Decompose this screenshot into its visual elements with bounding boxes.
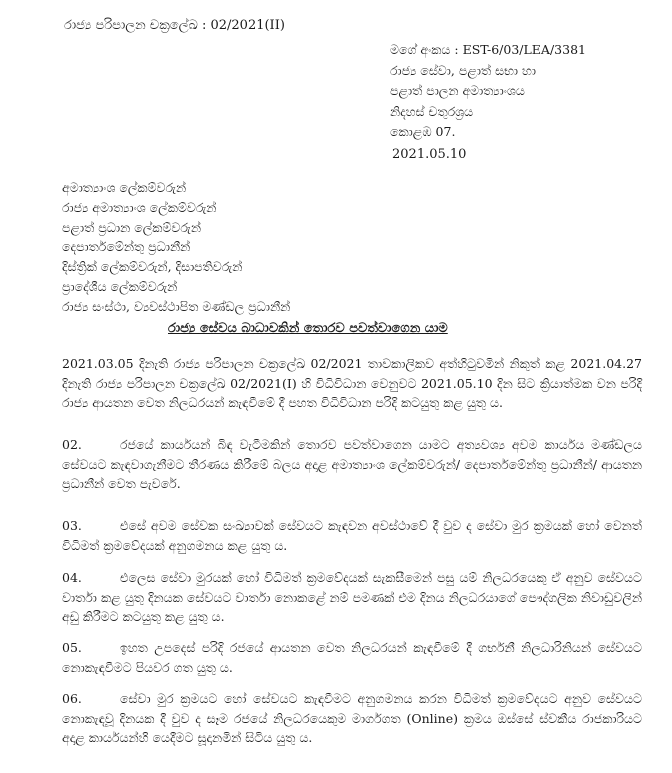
paragraph-number: 06. (62, 691, 82, 706)
addressee: රාජ්‍ය සංස්ථා, ව්‍යවස්ථාපිත මණ්ඩල ප්‍රධානීන් (62, 298, 291, 314)
document-date: 2021.05.10 (392, 147, 467, 162)
addressee: රාජ්‍ය අමාත්‍යාංශ ලේකම්වරුන් (62, 199, 217, 215)
paragraph-text: එසේ අවම සේවක සංඛ්‍යාවක් සේවයට කැඳවන අවස්ථාවේ දී වුව ද සේවා මුර ක්‍රමයක් හෝ වෙනත් විධිමත් ක්‍රමවේදයක් අනුගමනය කළ යුතු ය. (62, 518, 642, 553)
paragraph-02 (62, 435, 642, 494)
paragraph-text: එලෙස සේවා මුරයක් හෝ විධිමත් ක්‍රමවේදයක් සැකසීමෙන් පසු යම් නිලධරයෙකු ඒ අනුව සේවයට වාර්තා කළ යුතු දිනයක සේවයට වාර්තා නොකළේ නම් පමණක් එම දිනය නිලධරයාගේ පෞද්ගලික නිවාඩුවලින් අඩු කිරීමට කටයුතු කළ යුතු ය. (62, 570, 642, 624)
paragraph-05 (62, 638, 642, 677)
ministry-line-1: රාජ්‍ය සේවා, පළාත් සභා හා (390, 62, 536, 78)
addressee: දිස්ත්‍රික් ලේකම්වරුන්, දිසාපතිවරුන් (62, 259, 243, 275)
paragraph-number: 05. (62, 640, 82, 655)
ministry-line-2: පළාත් පාලන අමාත්‍යාංශය (390, 83, 525, 98)
reference-number: මගේ අංකය : EST-6/03/LEA/3381 (390, 42, 586, 57)
paragraph-text: රජයේ කාර්යයන් බිඳ වැටීමකින් තොරව පවත්වාගෙන යාමට අත්‍යවශ්‍ය අවම කාර්යය මණ්ඩලය සේවයට කැඳවාගැනීමට තීරණය කිරීමේ බලය අදාළ අමාත්‍යාංශ ලේකම්වරුන්/ දෙපාර්තමේන්තු ප්‍රධානීන්/ ආයතන ප්‍රධානීන් වෙත පැවරේ. (62, 437, 642, 491)
addressee: අමාත්‍යාංශ ලේකම්වරුන් (62, 180, 187, 195)
addressee: දෙපාර්තමේන්තු ප්‍රධානීන් (62, 239, 191, 255)
paragraph-06 (62, 689, 642, 748)
addressee: පළාත් ප්‍රධාන ලේකම්වරුන් (62, 219, 201, 235)
addressee: ප්‍රාදේශීය ලේකම්වරුන් (62, 278, 178, 294)
address-line-1: නිදහස් චතුරශ්‍රය (390, 103, 474, 119)
paragraph-04 (62, 568, 642, 627)
addressee-list (62, 178, 290, 317)
paragraph-number: 04. (62, 570, 82, 585)
paragraph-text: සේවා මුර ක්‍රමයට හෝ සේවයට කැඳවීමට අනුගමනය කරන විධිමත් ක්‍රමවේදයට අනුව සේවයට නොකැඳවූ දිනයක දී වුව ද සෑම රජයේ නිලධරයෙකුම මාර්ගගත (Online) ක්‍රමය ඔස්සේ ස්වකීය රාජකාරියට අදාළ කාර්යයන්හි යෙදීමට සූදානමින් සිටිය යුතු ය. (62, 691, 642, 745)
paragraph-number: 02. (62, 437, 82, 452)
paragraph-03 (62, 516, 642, 555)
paragraph-text: ඉහත උපදෙස් පරිදි රජයේ ආයතන වෙත නිලධරයන් කැඳවීමේ දී ගර්භනී නිලධාරිනියන් සේවයට නොකැඳවීමට පියවර ගත යුතු ය. (62, 640, 642, 675)
subject-heading: රාජ්‍ය සේවය බාධාවකින් තොරව පවත්වාගෙන යාම (168, 321, 448, 336)
paragraph-number: 03. (62, 518, 82, 533)
intro-paragraph: 2021.03.05 දිනැති රාජ්‍ය පරිපාලන චක්‍රලේඛ 02/2021 තාවකාලිකව අත්හිටුවමින් නිකුත් කළ 2021.04.27 දිනැති රාජ්‍ය පරිපාලන චක්‍රලේඛ 02/2021(I) හි විධිවිධාන වෙනුවට 2021.05.10 දින සිට ක්‍රියාත්මක වන පරිදි රාජ්‍ය ආයතන වෙත නිලධරයන් කැඳවීමේ දී පහත විධිවිධාන පරිදි කටයුතු කළ යුතු ය. (62, 356, 642, 410)
address-line-2: කොළඹ 07. (390, 124, 456, 139)
circular-number: රාජ්‍ය පරිපාලන චක්‍රලේඛ : 02/2021(II) (64, 18, 285, 33)
reference-block (390, 40, 660, 143)
